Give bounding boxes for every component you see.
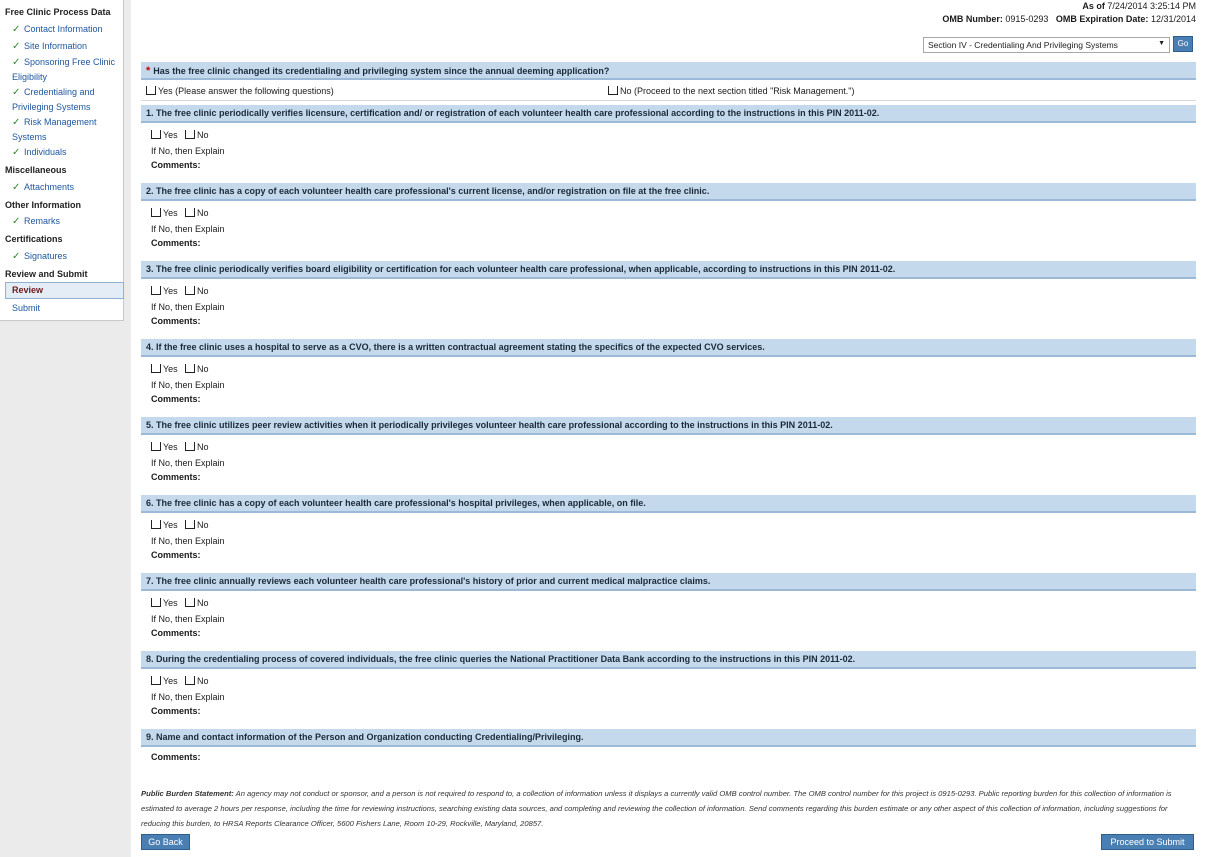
q2-explain-label: If No, then Explain bbox=[151, 224, 225, 234]
required-asterisk-icon: * bbox=[146, 65, 151, 77]
complete-check-icon: ✓ bbox=[12, 24, 21, 35]
q4-no-option[interactable]: No bbox=[185, 364, 209, 374]
chevron-down-icon: ▼ bbox=[1158, 40, 1165, 47]
q4-comments-label: Comments: bbox=[151, 394, 201, 404]
complete-check-icon: ✓ bbox=[12, 182, 21, 193]
sidebar-item-site-information[interactable]: ✓ Site Information bbox=[12, 41, 88, 52]
q3-yes-option[interactable]: Yes bbox=[151, 286, 178, 296]
checkbox-icon[interactable] bbox=[151, 130, 161, 139]
checkbox-icon[interactable] bbox=[185, 364, 195, 373]
sidebar-group-miscellaneous: Miscellaneous bbox=[5, 165, 67, 175]
complete-check-icon: ✓ bbox=[12, 57, 21, 68]
q2-yes-option[interactable]: Yes bbox=[151, 208, 178, 218]
section-select[interactable]: Section IV - Credentialing And Privileging Systems ▼ bbox=[923, 37, 1170, 53]
sidebar-item-remarks[interactable]: ✓ Remarks bbox=[12, 216, 61, 227]
sidebar-item-credentialing-privileging[interactable]: ✓ Credentialing and Privileging Systems bbox=[12, 87, 95, 112]
checkbox-icon[interactable] bbox=[151, 208, 161, 217]
checkbox-icon[interactable] bbox=[151, 364, 161, 373]
sidebar-gutter bbox=[124, 0, 131, 321]
sidebar-item-attachments[interactable]: ✓ Attachments bbox=[12, 182, 75, 193]
sidebar-item-sponsoring-eligibility[interactable]: ✓ Sponsoring Free Clinic Eligibility bbox=[12, 57, 116, 82]
q9-comments-label: Comments: bbox=[151, 752, 201, 762]
complete-check-icon: ✓ bbox=[12, 147, 21, 158]
q6-comments-label: Comments: bbox=[151, 550, 201, 560]
q1-no-option[interactable]: No bbox=[185, 130, 209, 140]
checkbox-icon[interactable] bbox=[185, 676, 195, 685]
checkbox-icon[interactable] bbox=[185, 520, 195, 529]
sidebar-background bbox=[0, 321, 131, 857]
q7-no-option[interactable]: No bbox=[185, 598, 209, 608]
q7-explain-label: If No, then Explain bbox=[151, 614, 225, 624]
q2-comments-label: Comments: bbox=[151, 238, 201, 248]
complete-check-icon: ✓ bbox=[12, 216, 21, 227]
sidebar-item-individuals[interactable]: ✓ Individuals bbox=[12, 147, 67, 158]
proceed-to-submit-button[interactable]: Proceed to Submit bbox=[1101, 834, 1194, 850]
checkbox-icon[interactable] bbox=[151, 598, 161, 607]
sidebar-nav bbox=[0, 0, 124, 321]
sidebar-item-signatures[interactable]: ✓ Signatures bbox=[12, 251, 68, 262]
q6-no-option[interactable]: No bbox=[185, 520, 209, 530]
q1-yes-option[interactable]: Yes bbox=[151, 130, 178, 140]
q8-comments-label: Comments: bbox=[151, 706, 201, 716]
q5-yes-option[interactable]: Yes bbox=[151, 442, 178, 452]
checkbox-icon[interactable] bbox=[151, 442, 161, 451]
checkbox-icon[interactable] bbox=[146, 86, 156, 95]
intro-no-option[interactable]: No (Proceed to the next section titled "Risk Management.") bbox=[608, 86, 855, 96]
as-of-timestamp: As of 7/24/2014 3:25:14 PM bbox=[1082, 1, 1196, 11]
checkbox-icon[interactable] bbox=[151, 676, 161, 685]
checkbox-icon[interactable] bbox=[608, 86, 618, 95]
go-back-button[interactable]: Go Back bbox=[141, 834, 190, 850]
sidebar-group-certifications: Certifications bbox=[5, 234, 63, 244]
complete-check-icon: ✓ bbox=[12, 41, 21, 52]
sidebar-item-contact-information[interactable]: ✓ Contact Information bbox=[12, 24, 103, 35]
sidebar-group-process-data: Free Clinic Process Data bbox=[5, 7, 111, 17]
omb-info: OMB Number: 0915-0293 OMB Expiration Date: 12/31/2014 bbox=[942, 14, 1196, 24]
question-bar-5: 5. The free clinic utilizes peer review activities when it periodically privileges volunteer health care professional according to the instructions in this PIN 2011-02. bbox=[141, 417, 1196, 435]
q5-explain-label: If No, then Explain bbox=[151, 458, 225, 468]
checkbox-icon[interactable] bbox=[185, 130, 195, 139]
q8-yes-option[interactable]: Yes bbox=[151, 676, 178, 686]
q5-no-option[interactable]: No bbox=[185, 442, 209, 452]
checkbox-icon[interactable] bbox=[185, 208, 195, 217]
complete-check-icon: ✓ bbox=[12, 87, 21, 98]
q1-explain-label: If No, then Explain bbox=[151, 146, 225, 156]
checkbox-icon[interactable] bbox=[151, 520, 161, 529]
checkbox-icon[interactable] bbox=[151, 286, 161, 295]
q6-yes-option[interactable]: Yes bbox=[151, 520, 178, 530]
q4-yes-option[interactable]: Yes bbox=[151, 364, 178, 374]
q3-explain-label: If No, then Explain bbox=[151, 302, 225, 312]
checkbox-icon[interactable] bbox=[185, 598, 195, 607]
question-bar-2: 2. The free clinic has a copy of each volunteer health care professional's current license, and/or registration on file at the free clinic. bbox=[141, 183, 1196, 201]
go-button[interactable]: Go bbox=[1173, 36, 1193, 52]
question-bar-1: 1. The free clinic periodically verifies licensure, certification and/ or registration of each volunteer health care professional according to the instructions in this PIN 2011-02. bbox=[141, 105, 1196, 123]
q4-explain-label: If No, then Explain bbox=[151, 380, 225, 390]
q3-no-option[interactable]: No bbox=[185, 286, 209, 296]
intro-question-bar: * Has the free clinic changed its credentialing and privileging system since the annual deeming application? bbox=[141, 62, 1196, 80]
q6-explain-label: If No, then Explain bbox=[151, 536, 225, 546]
sidebar-item-risk-management[interactable]: ✓ Risk Management Systems bbox=[12, 117, 97, 142]
sidebar-item-review[interactable]: Review bbox=[5, 282, 124, 299]
complete-check-icon: ✓ bbox=[12, 251, 21, 262]
q5-comments-label: Comments: bbox=[151, 472, 201, 482]
checkbox-icon[interactable] bbox=[185, 286, 195, 295]
question-bar-6: 6. The free clinic has a copy of each volunteer health care professional's hospital privileges, when applicable, on file. bbox=[141, 495, 1196, 513]
q8-explain-label: If No, then Explain bbox=[151, 692, 225, 702]
question-bar-3: 3. The free clinic periodically verifies board eligibility or certification for each volunteer health care professional, when applicable, according to instructions in this PIN 2011-02. bbox=[141, 261, 1196, 279]
question-bar-9: 9. Name and contact information of the Person and Organization conducting Credentialing/Privileging. bbox=[141, 729, 1196, 747]
question-bar-7: 7. The free clinic annually reviews each volunteer health care professional's history of prior and current medical malpractice claims. bbox=[141, 573, 1196, 591]
question-bar-8: 8. During the credentialing process of covered individuals, the free clinic queries the National Practitioner Data Bank according to the instructions in this PIN 2011-02. bbox=[141, 651, 1196, 669]
public-burden-statement: Public Burden Statement: An agency may not conduct or sponsor, and a person is not required to respond to, a collection of information unless it displays a currently valid OMB control number. The OMB control number for this project is 0915-0293. Public reporting burden for this collection of information is estimated to average 2 hours per response, including the time for reviewing instructions, searching existing data sources, and completing and reviewing the collection of information. Send comments regarding this burden estimate or any other aspect of this collection of information, including suggestions for reducing this burden, to HRSA Reports Clearance Officer, 5600 Fishers Lane, Room 10-29, Rockville, Maryland, 20857. bbox=[141, 789, 1172, 828]
q2-no-option[interactable]: No bbox=[185, 208, 209, 218]
q8-no-option[interactable]: No bbox=[185, 676, 209, 686]
sidebar-group-other-information: Other Information bbox=[5, 200, 81, 210]
question-bar-4: 4. If the free clinic uses a hospital to serve as a CVO, there is a written contractual agreement stating the specifics of the expected CVO services. bbox=[141, 339, 1196, 357]
q3-comments-label: Comments: bbox=[151, 316, 201, 326]
intro-yes-option[interactable]: Yes (Please answer the following questions) bbox=[146, 86, 334, 96]
q1-comments-label: Comments: bbox=[151, 160, 201, 170]
complete-check-icon: ✓ bbox=[12, 117, 21, 128]
checkbox-icon[interactable] bbox=[185, 442, 195, 451]
sidebar-group-review-submit: Review and Submit bbox=[5, 269, 88, 279]
q7-yes-option[interactable]: Yes bbox=[151, 598, 178, 608]
sidebar-item-submit[interactable]: Submit bbox=[12, 303, 41, 313]
divider bbox=[141, 100, 1196, 101]
q7-comments-label: Comments: bbox=[151, 628, 201, 638]
